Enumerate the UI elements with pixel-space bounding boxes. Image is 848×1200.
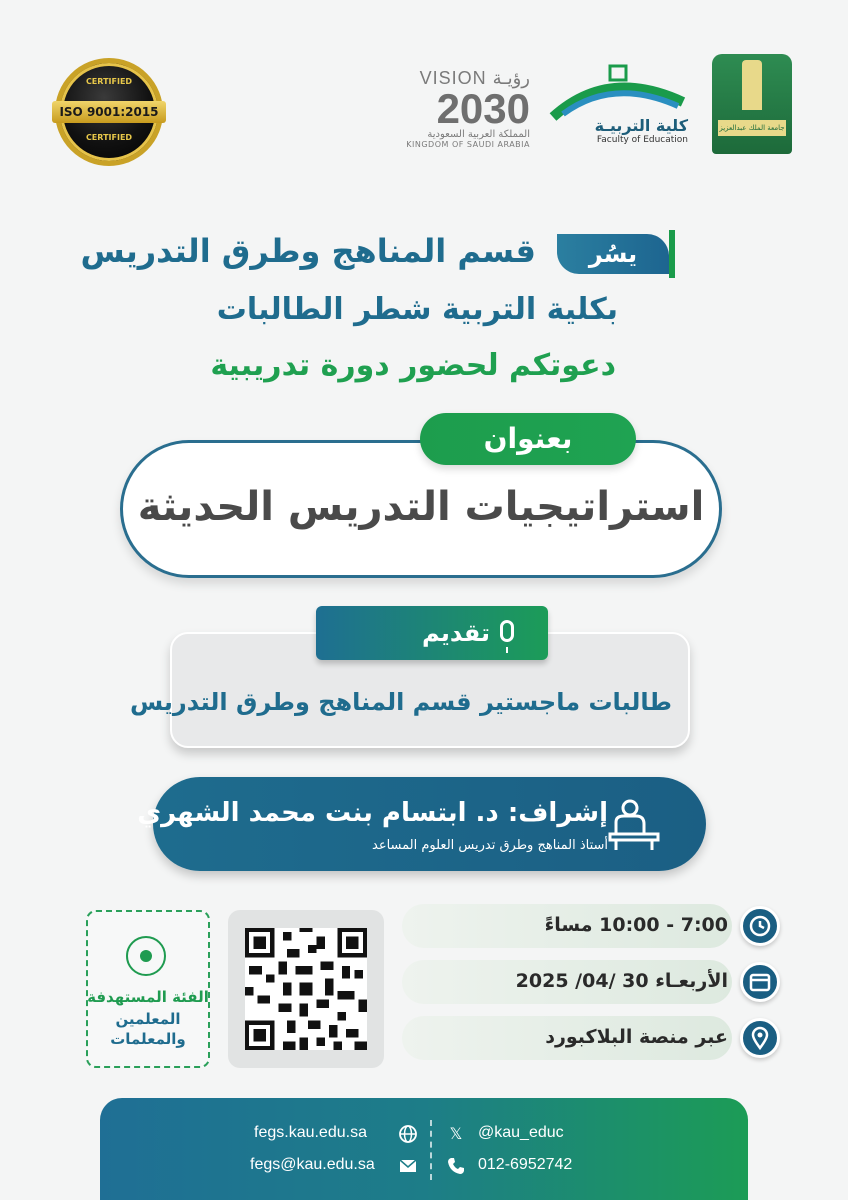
iso-certified-seal xyxy=(55,58,163,166)
website-link[interactable]: fegs.kau.edu.sa xyxy=(254,1124,367,1141)
globe-icon xyxy=(398,1124,418,1144)
course-title-label: بعنوان xyxy=(420,413,636,465)
supervisor-position: أستاذ المناهج وطرق تدريس العلوم المساعد xyxy=(372,838,608,853)
heading-faculty: بكلية التربية شطر الطالبات xyxy=(216,292,618,327)
iso-bottom-text: CERTIFIED xyxy=(85,133,133,142)
iso-top-text: CERTIFIED xyxy=(85,77,133,86)
email-link[interactable]: fegs@kau.edu.sa xyxy=(250,1156,375,1173)
location-pin-icon xyxy=(740,1018,780,1058)
target-teachers-female: والمعلمات xyxy=(110,1030,186,1048)
phone-number[interactable]: 012-6952742 xyxy=(478,1156,573,1173)
event-date: الأربعـاء 30 /04/ 2025 xyxy=(515,970,728,992)
vision-year: 2030 xyxy=(436,85,530,132)
faculty-of-education-logo xyxy=(548,62,688,152)
calendar-icon xyxy=(740,962,780,1002)
envelope-icon xyxy=(398,1156,418,1176)
twitter-handle[interactable]: @kau_educ xyxy=(478,1124,564,1141)
university-name: جامعة الملك عبدالعزيز xyxy=(718,120,786,136)
university-tower-icon xyxy=(742,60,762,110)
presenter-label: تقديم xyxy=(422,619,490,647)
heading-department: قسم المناهج وطرق التدريس xyxy=(80,232,536,270)
vision-kingdom-ar: المملكة العربية السعودية xyxy=(427,129,530,140)
event-venue: عبر منصة البلاكبورد xyxy=(545,1026,728,1048)
microphone-icon xyxy=(500,620,514,642)
heading-invitation: دعوتكم لحضور دورة تدريبية xyxy=(210,348,616,383)
university-logo xyxy=(712,54,792,154)
x-twitter-icon: 𝕏 xyxy=(449,1124,463,1143)
supervisor-name: إشراف: د. ابتسام بنت محمد الشهري xyxy=(137,798,608,828)
faculty-name-en: Faculty of Education xyxy=(596,135,688,145)
clock-icon xyxy=(740,906,780,946)
target-label: الفئة المستهدفة xyxy=(87,988,209,1006)
registration-qr-code[interactable] xyxy=(245,928,367,1050)
contact-footer xyxy=(100,1098,748,1200)
vision-2030-logo xyxy=(380,68,530,158)
accent-bar xyxy=(669,230,675,278)
vision-title: VISION رؤيـة xyxy=(419,68,530,88)
presenter-name: طالبات ماجستير قسم المناهج وطرق التدريس xyxy=(129,688,672,716)
target-group-icon xyxy=(126,936,166,976)
target-teachers-male: المعلمين xyxy=(115,1010,181,1028)
footer-divider xyxy=(430,1120,432,1180)
iso-band-text: ISO 9001:2015 xyxy=(52,101,166,123)
event-time: 7:00 - 10:00 مساءً xyxy=(544,914,728,936)
vision-kingdom-en: KINGDOM OF SAUDI ARABIA xyxy=(406,140,530,149)
faculty-arc-icon xyxy=(548,62,688,122)
presenter-banner xyxy=(316,606,548,660)
yusur-badge: يسُر xyxy=(557,234,669,274)
phone-icon xyxy=(446,1156,466,1176)
faculty-name-ar: كلية التربيـة xyxy=(594,116,688,135)
teacher-icon xyxy=(606,798,662,852)
course-title: استراتيجيات التدريس الحديثة xyxy=(137,484,705,530)
